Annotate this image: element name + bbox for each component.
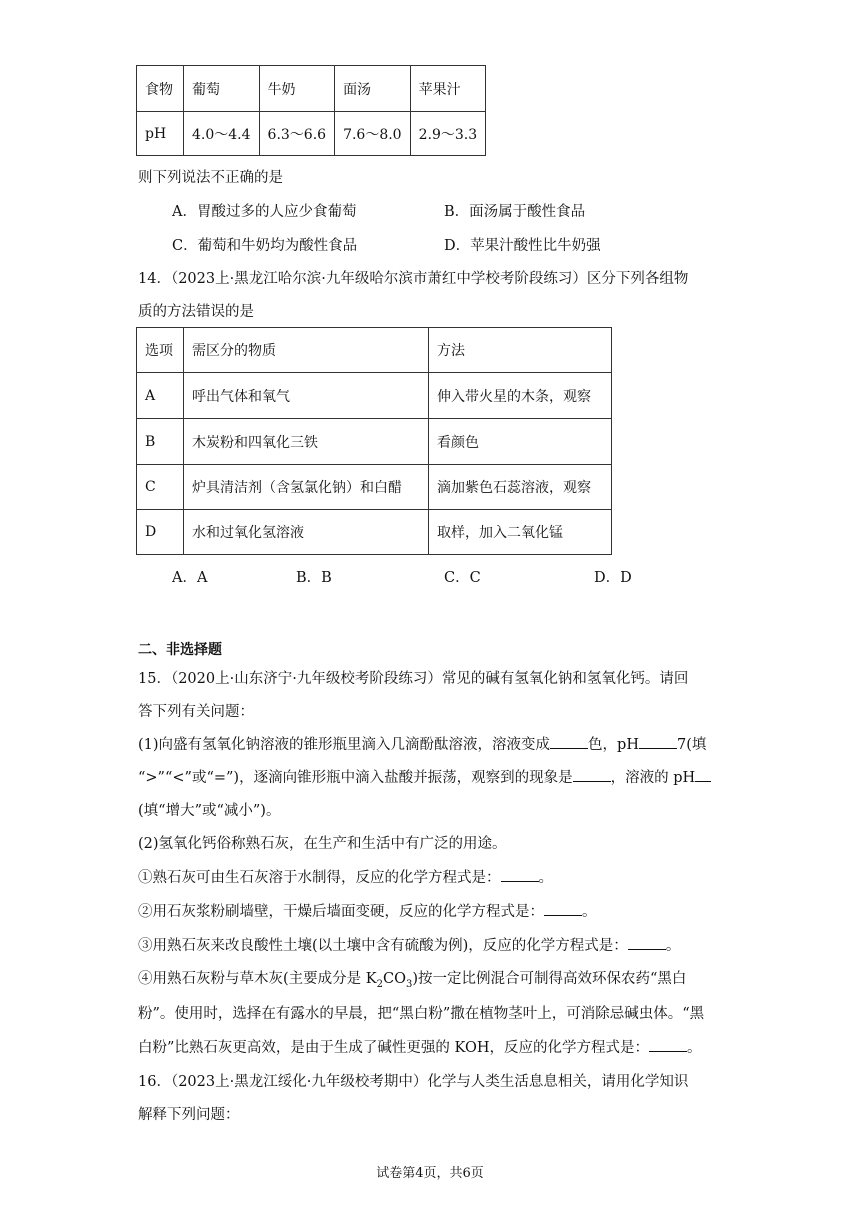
- q15-part2-item1: [138, 866, 553, 887]
- table-cell: 2.9～3.3: [410, 112, 486, 156]
- text: 7(填: [676, 737, 707, 753]
- q15-part1-line2: [138, 766, 711, 787]
- table-cell: 4.0～4.4: [184, 112, 260, 156]
- table-cell: 7.6～8.0: [335, 112, 411, 156]
- text: )按一定比例混合可制得高效环保农药“黑白: [412, 971, 687, 987]
- table-cell: 苹果汁: [410, 66, 486, 112]
- q13-option-a: A．胃酸过多的人应少食葡萄: [172, 204, 357, 220]
- table-cell: 看颜色: [429, 419, 612, 465]
- table-cell: pH: [137, 112, 184, 156]
- q16-stem-line1: 16．（2023上·黑龙江绥化·九年级校考期中）化学与人类生活息息相关，请用化学知识: [138, 1074, 689, 1090]
- table-cell: 伸入带火星的木条，观察: [429, 373, 612, 419]
- text: “>”“<”或“=”)，逐滴向锥形瓶中滴入盐酸并振荡，观察到的现象是: [138, 770, 573, 786]
- q15-part2-item3: [138, 934, 680, 955]
- text: ①熟石灰可由生石灰溶于水制得，反应的化学方程式是：: [138, 870, 501, 886]
- text: 白粉”比熟石灰更高效，是由于生成了碱性更强的 KOH，反应的化学方程式是：: [138, 1040, 649, 1056]
- text: CO: [382, 971, 406, 987]
- ph-table: [136, 65, 486, 156]
- text: 。: [582, 904, 597, 920]
- table-cell: 木炭粉和四氧化三铁: [184, 419, 429, 465]
- q13-option-b: B．面汤属于酸性食品: [444, 204, 586, 220]
- table-cell: 食物: [137, 66, 184, 112]
- table-cell: 面汤: [335, 66, 411, 112]
- q15-stem-line1: 15．（2020上·山东济宁·九年级校考阶段练习）常见的碱有氢氧化钠和氢氧化钙。请回: [138, 671, 689, 687]
- table-cell: 需区分的物质: [184, 328, 429, 373]
- page-footer: 试卷第4页，共6页: [376, 1166, 484, 1181]
- text: 色，pH: [588, 737, 639, 753]
- text: (1)向盛有氢氧化钠溶液的锥形瓶里滴入几滴酚酞溶液，溶液变成: [138, 737, 551, 753]
- answer-blank[interactable]: [501, 867, 539, 882]
- subscript: 3: [405, 978, 413, 990]
- method-table: [136, 327, 612, 555]
- q13-option-d: D．苹果汁酸性比牛奶强: [444, 238, 601, 254]
- table-cell: 牛奶: [259, 66, 335, 112]
- table-cell: A: [137, 373, 184, 419]
- subscript: 2: [376, 978, 383, 990]
- text: 。: [687, 1040, 702, 1056]
- table-cell: C: [137, 465, 184, 510]
- q13-option-c: C．葡萄和牛奶均为酸性食品: [172, 238, 358, 254]
- text: ③用熟石灰来改良酸性土壤(以土壤中含有硫酸为例)，反应的化学方程式是：: [138, 938, 628, 954]
- answer-blank[interactable]: [550, 734, 588, 749]
- answer-blank[interactable]: [573, 767, 611, 782]
- table-cell: 滴加紫色石蕊溶液，观察: [429, 465, 612, 510]
- table-cell: 葡萄: [184, 66, 260, 112]
- text: ②用石灰浆粉刷墙壁，干燥后墙面变硬，反应的化学方程式是：: [138, 904, 544, 920]
- table-cell: B: [137, 419, 184, 465]
- q15-part2-item4-line1: [138, 967, 686, 990]
- text: ④用熟石灰粉与草木灰(主要成分是 K: [138, 971, 377, 987]
- q14-stem-line2: 质的方法错误的是: [138, 304, 254, 320]
- table-cell: D: [137, 510, 184, 555]
- answer-blank[interactable]: [628, 935, 666, 950]
- q15-part1-line3: (填“增大”或“减小”)。: [138, 803, 281, 819]
- text: 。: [538, 870, 553, 886]
- table-cell: 水和过氧化氢溶液: [184, 510, 429, 555]
- q15-part2-intro: (2)氢氧化钙俗称熟石灰，在生产和生活中有广泛的用途。: [138, 836, 507, 852]
- table-cell: 方法: [429, 328, 612, 373]
- q15-stem-line2: 答下列有关问题：: [138, 704, 254, 720]
- q14-option-d: D．D: [594, 570, 632, 586]
- q14-stem-line1: 14．（2023上·黑龙江哈尔滨·九年级哈尔滨市萧红中学校考阶段练习）区分下列各组物: [138, 271, 689, 287]
- q13-stem: 则下列说法不正确的是: [138, 170, 283, 186]
- table-cell: 取样，加入二氧化锰: [429, 510, 612, 555]
- q14-option-a: A．A: [172, 570, 208, 586]
- table-cell: 呼出气体和氧气: [184, 373, 429, 419]
- table-cell: 6.3～6.6: [259, 112, 335, 156]
- q14-option-b: B．B: [296, 570, 332, 586]
- text: ，溶液的 pH: [610, 770, 696, 786]
- q15-part2-item2: [138, 900, 597, 921]
- answer-blank[interactable]: [695, 767, 711, 782]
- q16-stem-line2: 解释下列问题：: [138, 1107, 240, 1123]
- answer-blank[interactable]: [544, 901, 582, 916]
- q15-part2-item4-line2: 粉”。使用时，选择在有露水的早晨，把“黑白粉”撒在植物茎叶上，可消除忌碱虫体。“黑: [138, 1006, 705, 1022]
- section-title: 二、非选择题: [138, 642, 222, 658]
- table-cell: 选项: [137, 328, 184, 373]
- answer-blank[interactable]: [639, 734, 677, 749]
- q15-part2-item4-line3: [138, 1036, 702, 1057]
- q14-option-c: C．C: [444, 570, 481, 586]
- text: 。: [665, 938, 681, 954]
- answer-blank[interactable]: [649, 1037, 687, 1052]
- q15-part1-line1: [138, 733, 706, 754]
- table-cell: 炉具清洁剂（含氢氯化钠）和白醋: [184, 465, 429, 510]
